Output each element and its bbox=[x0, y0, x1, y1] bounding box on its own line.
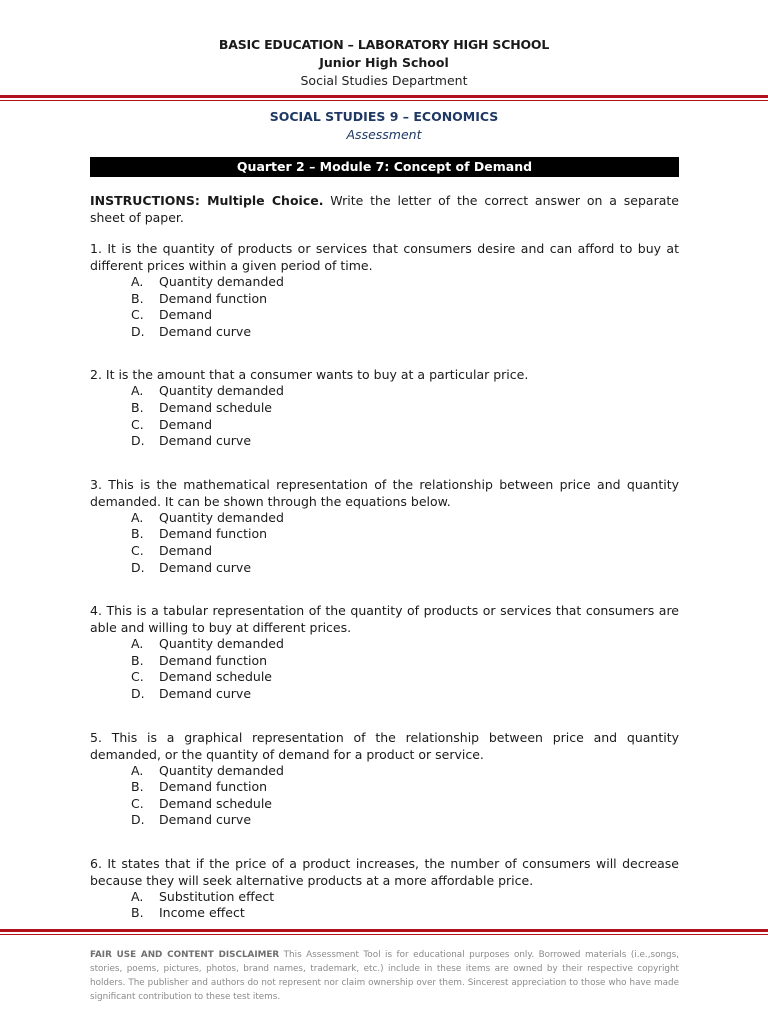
option-c: C. Demand bbox=[131, 416, 213, 432]
question-3 bbox=[90, 476, 679, 576]
option-c: C. Demand schedule bbox=[131, 669, 273, 685]
option-b: B. Demand function bbox=[131, 652, 268, 668]
option-c: C. Demand bbox=[131, 307, 213, 323]
options-list bbox=[90, 383, 679, 449]
option-d: D. Demand curve bbox=[131, 323, 252, 339]
department-name: Social Studies Department bbox=[300, 73, 468, 88]
school-header bbox=[0, 36, 768, 90]
instructions-lead: INSTRUCTIONS: Multiple Choice. bbox=[90, 193, 324, 208]
option-a: A. Quantity demanded bbox=[131, 383, 284, 399]
option-c: C. Demand schedule bbox=[131, 795, 273, 811]
school-level: Junior High School bbox=[319, 55, 449, 70]
footer-divider bbox=[0, 929, 768, 943]
option-d: D. Demand curve bbox=[131, 433, 252, 449]
subject-block bbox=[0, 108, 768, 144]
instructions bbox=[90, 192, 679, 226]
question-text: 4. This is a tabular representation of the quantity of products or services that consumers are able and willing to buy at different prices. bbox=[90, 603, 679, 636]
school-name: BASIC EDUCATION – LABORATORY HIGH SCHOOL bbox=[218, 37, 550, 52]
options-list bbox=[90, 889, 679, 922]
option-d: D. Demand curve bbox=[131, 812, 252, 828]
instructions-text: Write the letter of the correct answer on a separate sheet of paper. bbox=[90, 193, 679, 225]
module-title-bar: Quarter 2 – Module 7: Concept of Demand bbox=[90, 157, 679, 177]
option-a: A. Substitution effect bbox=[131, 888, 275, 904]
option-a: A. Quantity demanded bbox=[131, 636, 284, 652]
disclaimer-text: This Assessment Tool is for educational purposes only. Borrowed materials (i.e.,songs, stories, poems, pictures, photos, brand names, trademark, etc.) include in these items are owned by their respective copyright holders. The publisher and authors do not represent nor claim ownership over them. Sincerest appreciation to those who have made significant contribution to these test items. bbox=[90, 950, 679, 1002]
option-c: C. Demand bbox=[131, 542, 213, 558]
options-list bbox=[90, 636, 679, 702]
question-text: 3. This is the mathematical representation of the relationship between price and quantity demanded. It can be shown through the equations below. bbox=[90, 476, 679, 509]
question-4 bbox=[90, 602, 679, 702]
header-divider bbox=[0, 95, 768, 101]
question-text: 5. This is a graphical representation of the relationship between price and quantity demanded, or the quantity of demand for a product or service. bbox=[90, 729, 679, 762]
option-b: B. Demand function bbox=[131, 290, 268, 306]
question-2 bbox=[90, 366, 679, 449]
disclaimer-lead: FAIR USE AND CONTENT DISCLAIMER bbox=[90, 950, 280, 960]
option-a: A. Quantity demanded bbox=[131, 762, 284, 778]
options-list bbox=[90, 274, 679, 340]
disclaimer bbox=[90, 948, 679, 1004]
subject-title: SOCIAL STUDIES 9 – ECONOMICS bbox=[269, 109, 499, 124]
option-b: B. Income effect bbox=[131, 905, 245, 921]
question-text: 2. It is the amount that a consumer wants to buy at a particular price. bbox=[90, 367, 529, 383]
options-list bbox=[90, 510, 679, 576]
question-6 bbox=[90, 855, 679, 922]
option-b: B. Demand function bbox=[131, 779, 268, 795]
option-d: D. Demand curve bbox=[131, 559, 252, 575]
option-b: B. Demand function bbox=[131, 526, 268, 542]
question-1 bbox=[90, 240, 679, 340]
question-text: 6. It states that if the price of a product increases, the number of consumers will decrease because they will seek alternative products at a more affordable price. bbox=[90, 855, 679, 888]
assessment-content bbox=[90, 192, 679, 922]
option-d: D. Demand curve bbox=[131, 685, 252, 701]
option-a: A. Quantity demanded bbox=[131, 509, 284, 525]
options-list bbox=[90, 763, 679, 829]
question-text: 1. It is the quantity of products or services that consumers desire and can afford to buy at different prices within a given period of time. bbox=[90, 241, 679, 273]
option-b: B. Demand schedule bbox=[131, 399, 273, 415]
subject-subtitle: Assessment bbox=[346, 127, 422, 142]
question-5 bbox=[90, 729, 679, 829]
option-a: A. Quantity demanded bbox=[131, 274, 284, 289]
